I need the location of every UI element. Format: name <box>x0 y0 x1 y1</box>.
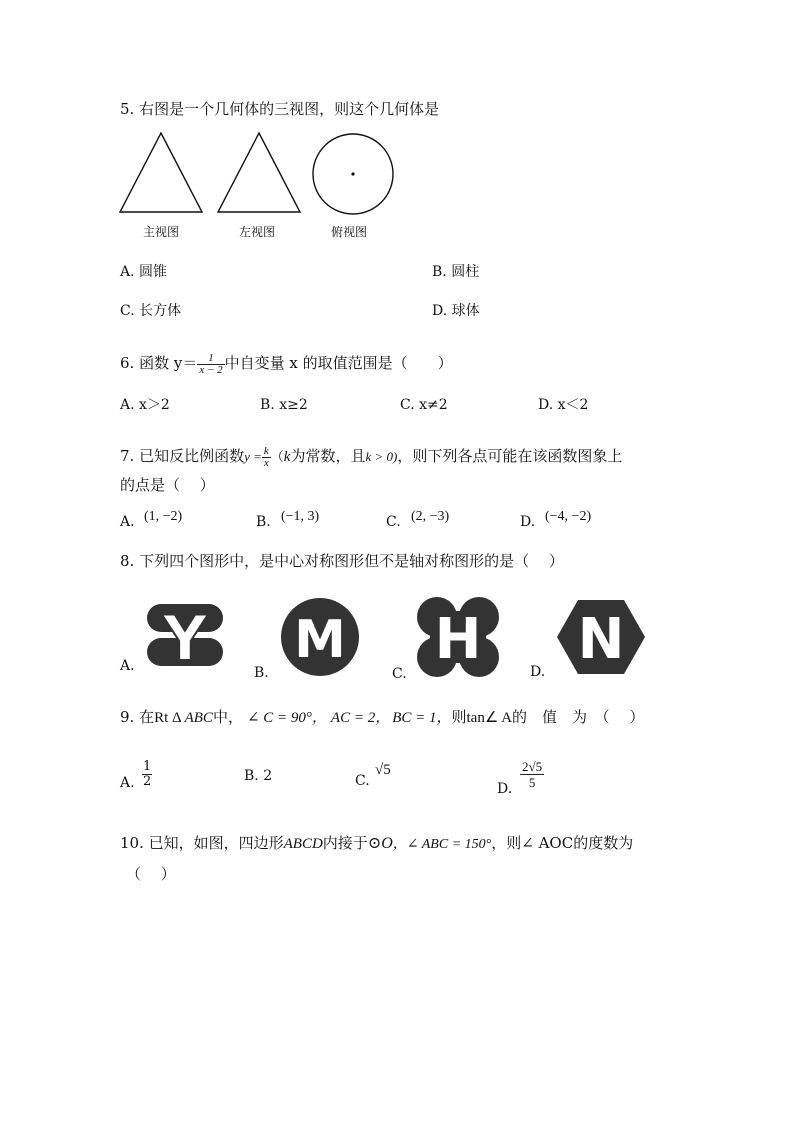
q6-frac-den: x − 2 <box>199 363 223 376</box>
q7-cond-c: k > 0) <box>365 449 398 464</box>
q9-text <box>120 707 644 728</box>
q7-option-b-point: (−1, 3) <box>281 509 320 524</box>
q7-suffix: ，则下列各点可能在该函数图象上 <box>397 447 623 465</box>
front-view-label: 主视图 <box>143 225 180 239</box>
q9-option-d-den: 5 <box>528 775 536 790</box>
q9-prefix: 9. 在 <box>120 708 155 726</box>
q7-option-c-label: C. <box>386 514 401 530</box>
q10-abcd: ABCD <box>283 836 323 852</box>
q9-option-d-fraction <box>520 759 544 790</box>
q9-angle-c: ∠ C = 90°， <box>246 710 327 726</box>
q7-text <box>120 436 622 478</box>
q7-fraction <box>262 446 271 469</box>
q9-suffix: 的 值 为 （ ） <box>512 708 645 726</box>
q9-option-a-den: 2 <box>143 774 152 789</box>
q5-option-d: D. 球体 <box>432 303 480 319</box>
q6-frac-num: 1 <box>197 353 224 365</box>
q6-suffix: 中自变量 x 的取值范围是（ ） <box>224 354 453 372</box>
q9-option-a-fraction <box>142 760 152 789</box>
front-view-triangle <box>119 132 203 214</box>
q7-line2: 的点是（ ） <box>120 476 215 494</box>
top-view-circle <box>312 133 394 215</box>
q9-mid1: 中， <box>212 708 243 726</box>
q6-option-a: A. x＞2 <box>120 397 170 413</box>
q10-circle-o: ⊙O <box>367 835 393 852</box>
q9-tan: tan∠ A <box>466 710 513 726</box>
q10-suffix: ，则∠ AOC的度数为 <box>491 834 634 852</box>
figure-n-hexagon <box>556 599 646 675</box>
q9-rt: Rt Δ <box>154 710 185 726</box>
q5-option-c: C. 长方体 <box>120 303 182 319</box>
figure-h-letter: H <box>434 607 482 672</box>
q6-text <box>120 343 453 383</box>
q9-option-d-label: D. <box>497 781 513 797</box>
q6-prefix: 6. 函数 y＝ <box>120 354 198 372</box>
q7-option-c-point: (2, −3) <box>411 509 450 524</box>
q9-abc: ABC <box>184 710 213 726</box>
q8-text: 8. 下列四个图形中，是中心对称图形但不是轴对称图形的是（ ） <box>120 552 564 570</box>
q10-mid: 内接于 <box>322 834 368 852</box>
q6-fraction <box>197 353 224 376</box>
top-view-label: 俯视图 <box>331 225 368 239</box>
q8-option-b-label: B. <box>254 665 269 681</box>
q5-option-b: B. 圆柱 <box>432 264 480 280</box>
q9-option-d-num: 2√5 <box>522 759 543 774</box>
q7-frac-num: k <box>263 444 269 457</box>
figure-y-rounded-bars <box>146 602 224 675</box>
q9-option-a-num: 1 <box>143 759 152 774</box>
q7-frac-den: x <box>263 456 269 469</box>
figure-m-circle <box>280 597 360 677</box>
q10-angle: ，∠ ABC = 150° <box>392 837 492 852</box>
q9-option-c-label: C. <box>355 773 370 789</box>
q9-option-c-value: √5 <box>375 762 391 778</box>
figure-y-letter: Y <box>162 602 208 675</box>
q7-option-a-label: A. <box>120 514 135 530</box>
q10-text <box>120 833 633 855</box>
q7-prefix: 7. 已知反比例函数 <box>120 447 245 465</box>
q7-cond-a: （ <box>270 450 284 465</box>
q7-y-eq: y = <box>244 449 262 464</box>
q7-cond-b: 为常数，且 <box>290 447 366 465</box>
q7-option-b-label: B. <box>256 514 271 530</box>
figure-m-letter: M <box>294 610 346 670</box>
q5-option-a: A. 圆锥 <box>120 264 168 280</box>
q10-line2: （ ） <box>126 865 176 883</box>
q9-ac: AC = 2， <box>330 710 391 726</box>
q7-option-d-label: D. <box>520 514 536 530</box>
figure-h-clover <box>416 597 500 677</box>
q7-option-a-point: (1, −2) <box>144 509 183 524</box>
q9-then: 则 <box>451 708 467 726</box>
q6-option-d: D. x＜2 <box>538 397 589 413</box>
side-view-label: 左视图 <box>239 225 276 239</box>
q8-option-c-label: C. <box>392 666 407 682</box>
side-view-triangle <box>217 132 301 214</box>
q8-option-d-label: D. <box>530 664 546 680</box>
q9-bc: BC = 1， <box>392 710 452 726</box>
q6-option-c: C. x≠2 <box>400 397 448 413</box>
q9-option-b: B. 2 <box>244 768 273 784</box>
q7-option-d-point: (−4, −2) <box>545 509 592 524</box>
q7-cond-k: k <box>283 449 291 465</box>
figure-n-letter: N <box>577 607 625 672</box>
q10-prefix: 10. 已知，如图，四边形 <box>120 834 284 852</box>
q8-option-a-label: A. <box>120 658 135 674</box>
q6-option-b: B. x≥2 <box>260 397 308 413</box>
q9-option-a-label: A. <box>120 775 135 791</box>
q5-text: 5. 右图是一个几何体的三视图，则这个几何体是 <box>120 100 440 118</box>
